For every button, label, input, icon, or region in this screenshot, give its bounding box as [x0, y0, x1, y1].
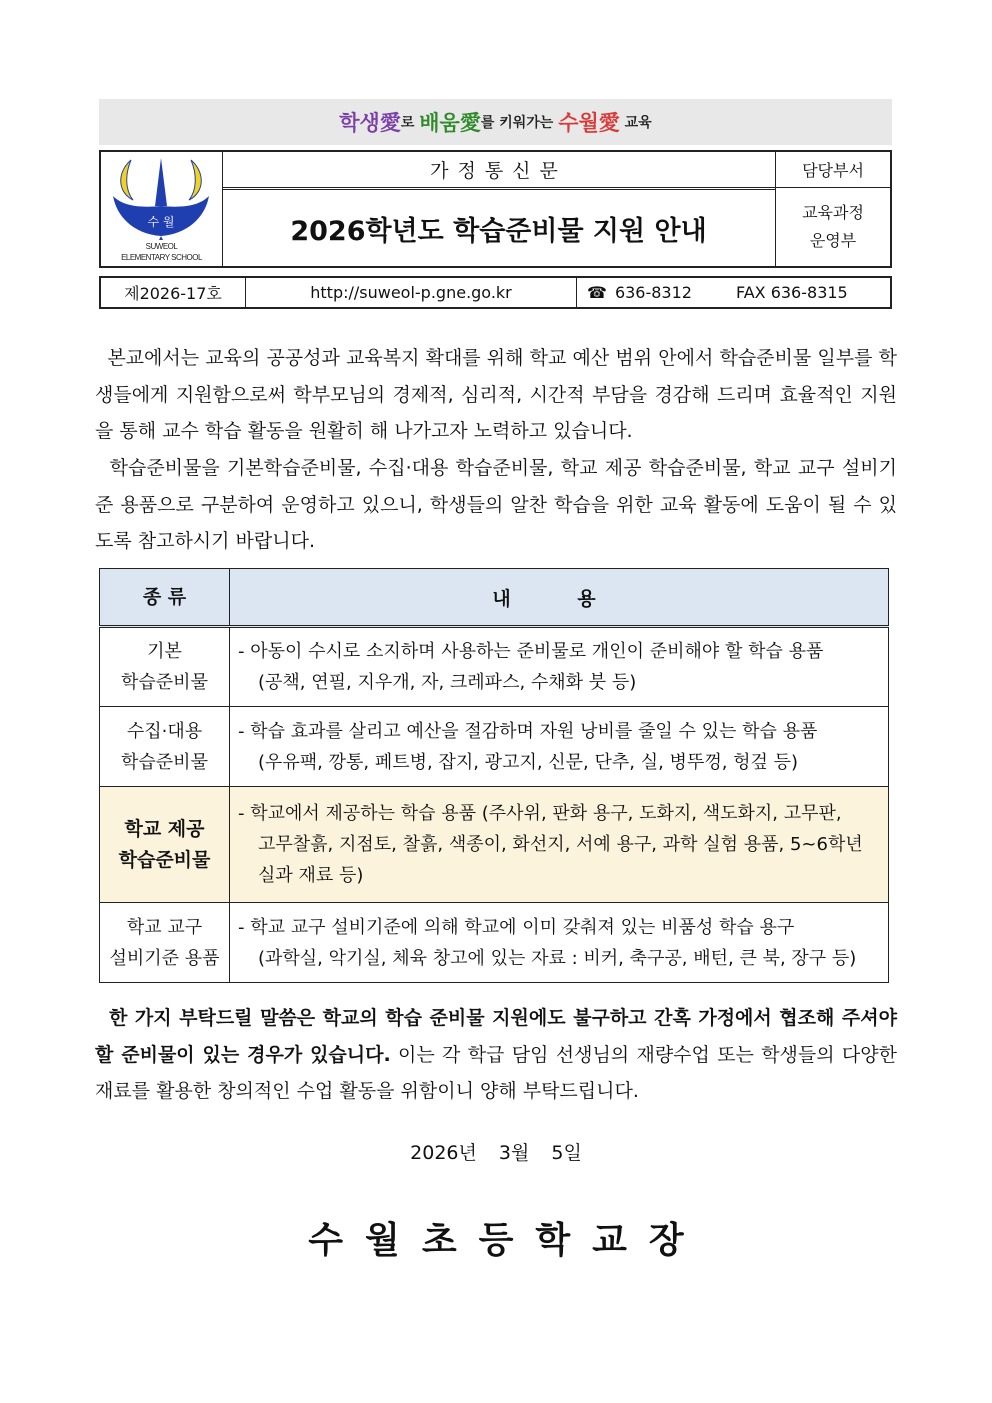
- document-title: 2026학년도 학습준비물 지원 안내: [290, 215, 707, 247]
- kind-cell: [100, 787, 230, 903]
- slogan-part-5: 수월愛: [558, 111, 620, 135]
- department-line-1: 교육과정: [802, 203, 864, 222]
- content-cell: [230, 707, 889, 787]
- content-line-1: - 학교 교구 설비기준에 의해 학교에 이미 갖춰져 있는 비품성 학습 용구: [238, 916, 795, 938]
- slogan-part-1: 학생愛: [339, 111, 401, 135]
- issue-date: [0, 1138, 992, 1165]
- school-url-link[interactable]: http://suweol-p.gne.go.kr: [246, 278, 577, 307]
- date-year: 2026년: [410, 1142, 477, 1164]
- content-line-2: (과학실, 악기실, 체육 창고에 있는 자료 : 비커, 축구공, 배턴, 큰 북, 장구 등): [258, 947, 857, 969]
- logo-en-line1: SUWEOL: [145, 242, 178, 251]
- table-row: [100, 627, 889, 707]
- kind-line-1: 학교 제공: [124, 817, 205, 840]
- logo-kr-text: 수 월: [147, 215, 175, 229]
- content-cell: [230, 627, 889, 707]
- content-line-3: 실과 재료 등): [258, 865, 364, 886]
- kind-line-1: 수집·대용: [126, 720, 203, 742]
- request-paragraph: [95, 1000, 897, 1110]
- content-line-2: (우유팩, 깡통, 페트병, 잡지, 광고지, 신문, 단추, 실, 병뚜껑, 헝겊 등): [258, 751, 799, 773]
- request-bold-text: 한 가지 부탁드릴 말씀은 학교의 학습 준비물 지원에도 불구하고 간혹 가정에서 협조해 주셔야 할 준비물이 있는 경우가 있습니다.: [95, 1007, 897, 1066]
- content-cell: [230, 903, 889, 983]
- content-cell: [230, 787, 889, 903]
- date-month: 3월: [498, 1142, 530, 1164]
- intro-paragraph: [95, 340, 897, 450]
- principal-signature: 수월초등학교장: [308, 1220, 706, 1261]
- kind-cell: [100, 903, 230, 983]
- content-line-1: - 학교에서 제공하는 학습 용품 (주사위, 판화 용구, 도화지, 색도화지, 고무판,: [238, 803, 842, 824]
- date-day: 5일: [551, 1142, 582, 1164]
- content-line-2: (공책, 연필, 지우개, 자, 크레파스, 수채화 붓 등): [258, 672, 637, 693]
- slogan-banner: [99, 99, 892, 145]
- categories-text: 학습준비물을 기본학습준비물, 수집·대용 학습준비물, 학교 제공 학습준비물, 학교 교구 설비기준 용품으로 구분하여 운영하고 있으니, 학생들의 알찬 학습을 위한 교육 활동에 도움이 될 수 있도록 참고하시기 바랍니다.: [95, 457, 897, 552]
- fax-number: FAX 636-8315: [735, 283, 848, 302]
- kind-line-2: 학습준비물: [118, 848, 211, 871]
- column-header-kind: 종 류: [100, 569, 230, 627]
- kind-line-1: 학교 교구: [126, 916, 203, 938]
- slogan-part-6: 교육: [619, 115, 652, 131]
- department-line-2: 운영부: [809, 231, 857, 250]
- content-line-1: - 아동이 수시로 소지하며 사용하는 준비물로 개인이 준비해야 할 학습 용품: [238, 641, 824, 662]
- phone-number: 636-8312: [614, 283, 692, 302]
- kind-cell: [100, 707, 230, 787]
- column-header-content: 내 용: [230, 569, 889, 627]
- content-line-2: 고무찰흙, 지점토, 찰흙, 색종이, 화선지, 서예 용구, 과학 실험 용품, 5~6학년: [258, 834, 863, 855]
- content-line-1: - 학습 효과를 살리고 예산을 절감하며 자원 낭비를 줄일 수 있는 학습 용품: [238, 720, 818, 742]
- department-name: [776, 188, 890, 266]
- info-row: [99, 276, 892, 309]
- table-header-row: [100, 569, 889, 627]
- header-middle: [222, 152, 776, 266]
- newsletter-label: 가정통신문: [222, 152, 775, 190]
- logo-en-line2: ELEMENTARY SCHOOL: [121, 253, 202, 262]
- intro-text: 본교에서는 교육의 공공성과 교육복지 확대를 위해 학교 예산 범위 안에서 학습준비물 일부를 학생들에게 지원함으로써 학부모님의 경제적, 심리적, 시간적 부담을 경감해 드리며 효율적인 지원을 통해 교수 학습 활동을 원활히 해 나가고자 노력하고 있습니다.: [95, 347, 897, 442]
- kind-line-2: 학습준비물: [121, 672, 208, 693]
- contact-info: [577, 278, 890, 307]
- school-emblem-icon: [109, 156, 213, 240]
- supplies-table: [99, 568, 889, 983]
- header-table: [99, 150, 892, 268]
- table-row: [100, 707, 889, 787]
- request-rest-text: 이는 각 학급 담임 선생님의 재량수업 또는 학생들의 다양한 재료를 활용한 창의적인 수업 활동을 위함이니 양해 부탁드립니다.: [95, 1043, 897, 1102]
- phone-icon: ☎: [587, 283, 607, 302]
- school-logo: [101, 152, 223, 266]
- kind-cell: [100, 627, 230, 707]
- document-number: 제2026-17호: [101, 278, 246, 307]
- department-cell: [776, 152, 890, 266]
- slogan-part-2: 로: [400, 115, 420, 131]
- kind-line-1: 기본: [147, 641, 182, 662]
- kind-line-2: 학습준비물: [121, 751, 208, 773]
- department-label: 담당부서: [776, 152, 890, 188]
- slogan-part-3: 배움愛: [419, 111, 481, 135]
- categories-paragraph: [95, 450, 897, 560]
- slogan-part-4: 를 키워가는: [480, 115, 559, 131]
- kind-line-2: 설비기준 용품: [109, 947, 220, 969]
- table-row: [100, 903, 889, 983]
- table-row-highlighted: [100, 787, 889, 903]
